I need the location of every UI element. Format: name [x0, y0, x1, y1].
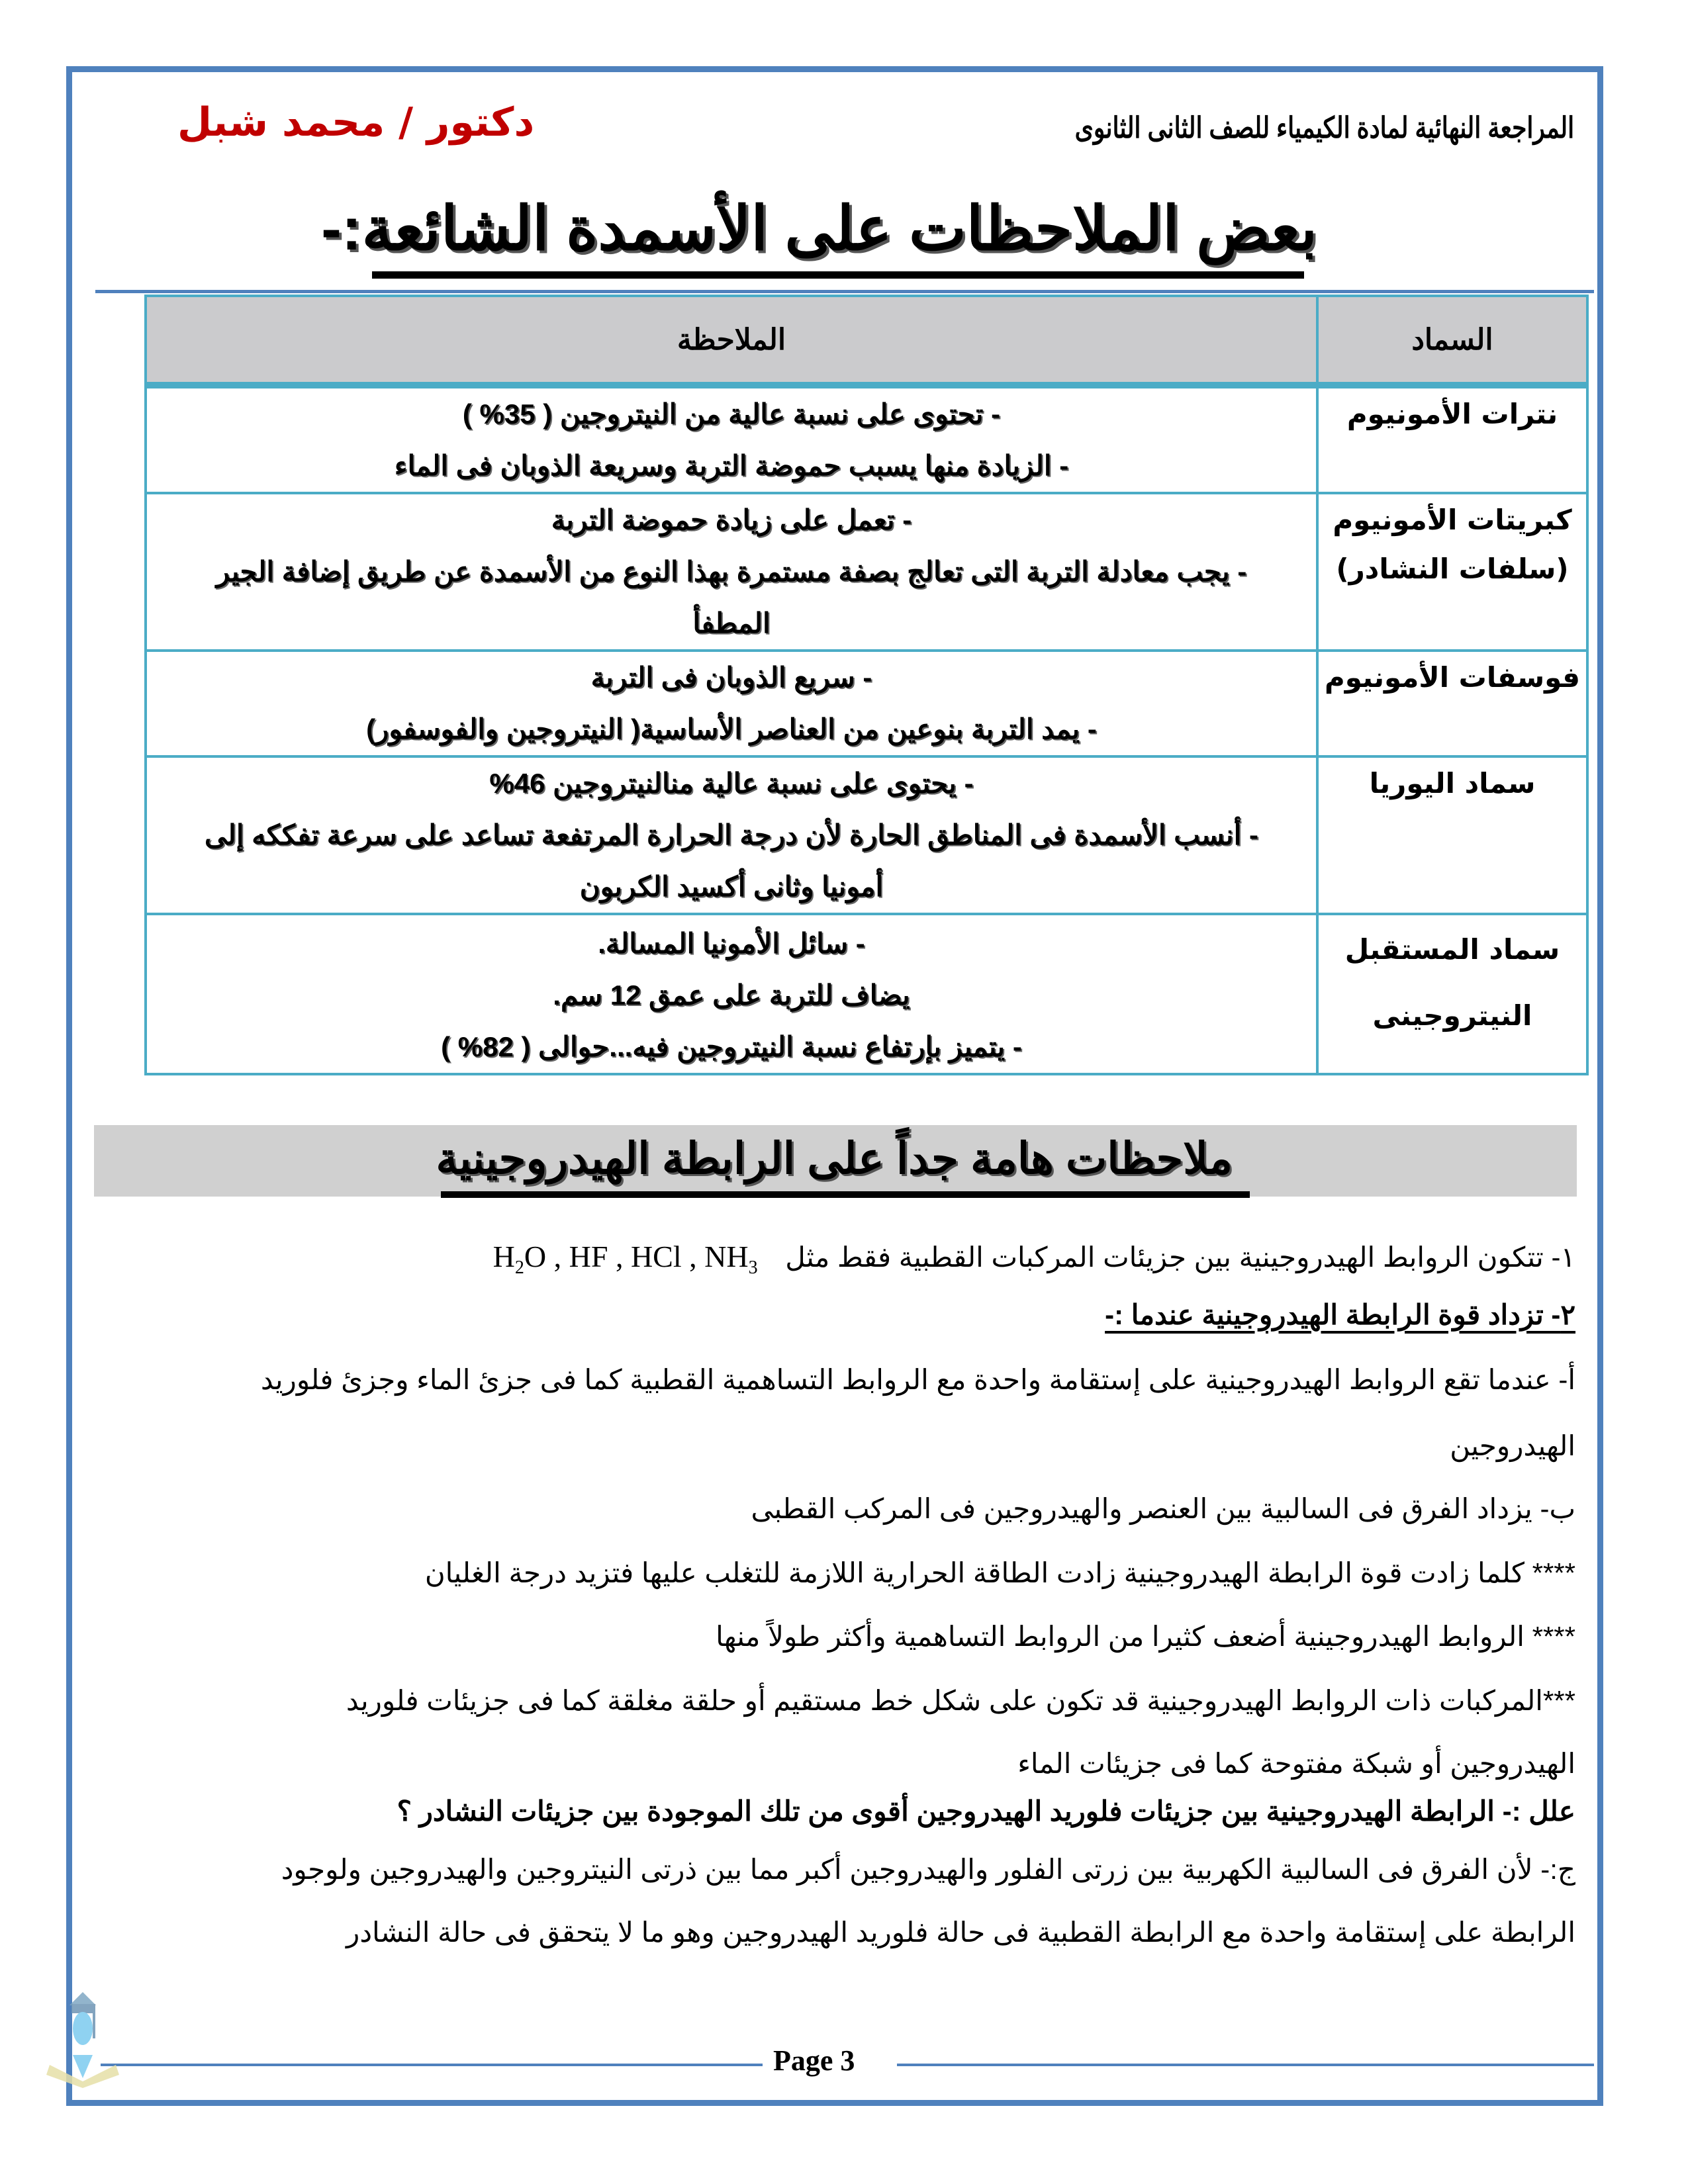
point-2a-line-1: أ- عندما تقع الروابط الهيدروجينية على إستقامة واحدة مع الروابط التساهمية القطبية كما فى جزئ الماء وجزئ فلوريد — [260, 1364, 1575, 1395]
fertilizer-name-line: نترات الأمونيوم — [1346, 398, 1558, 430]
header-divider — [95, 290, 1594, 293]
fertilizer-name-line: (سلفات النشادر) — [1336, 553, 1569, 585]
answer-line-1: ج:- لأن الفرق فى السالبية الكهربية بين زرتى الفلور والهيدروجين أكبر مما بين ذرتى النيتروجين والهيدروجين ولوجود — [281, 1854, 1575, 1885]
note-line: - سريع الذوبان فى التربة — [590, 662, 872, 693]
note-line: أمونيا وثانى أكسيد الكربون — [579, 871, 884, 902]
fertilizer-name-line: فوسفات الأمونيوم — [1325, 661, 1580, 694]
fertilizer-name — [1317, 493, 1587, 651]
note-line: - يجب معادلة التربة التى تعالج بصفة مستمرة بهذا النوع من الأسمدة عن طريق إضافة الجير — [216, 556, 1247, 587]
title-underline — [372, 271, 1304, 279]
fertilizer-name — [1317, 385, 1587, 493]
footer-rule-right — [897, 2064, 1594, 2066]
footer-rule-left — [101, 2064, 763, 2066]
point-2a-line-2: الهيدروجين — [1450, 1430, 1575, 1461]
note-bond-strength: **** الروابط الهيدروجينية أضعف كثيرا من الروابط التساهمية وأكثر طولاً منها — [716, 1621, 1575, 1652]
fertilizer-name — [1317, 651, 1587, 756]
table-row — [146, 493, 1587, 651]
fertilizer-name-line: كبريتات الأمونيوم — [1333, 504, 1572, 536]
note-shape-line-1: ***المركبات ذات الروابط الهيدروجينية قد تكون على شكل خط مستقيم أو حلقة مغلقة كما فى جزيئات فلوريد — [346, 1685, 1575, 1716]
section-title: ملاحظات هامة جداً على الرابطة الهيدروجينية — [436, 1134, 1233, 1183]
fertilizer-notes — [146, 493, 1317, 651]
graduate-book-icon — [46, 1992, 119, 2144]
note-boiling-point: **** كلما زادت قوة الرابطة الهيدروجينية زادت الطاقة الحرارية اللازمة للتغلب عليها فتزيد درجة الغليان — [424, 1557, 1575, 1588]
fertilizer-name — [1317, 756, 1587, 914]
formula-h2o-o: O — [524, 1240, 547, 1273]
table-header-row — [146, 296, 1587, 385]
formula-h2o-sub: 2 — [514, 1257, 524, 1279]
fertilizer-name-line: النيتروجينى — [1372, 999, 1532, 1032]
author-name: دكتور / محمد شبل — [177, 99, 535, 146]
fertilizer-notes — [146, 385, 1317, 493]
column-header-fertilizer: السماد — [1317, 296, 1587, 385]
note-shape-line-2: الهيدروجين أو شبكة مفتوحة كما فى جزيئات الماء — [1017, 1748, 1575, 1779]
column-header-note: الملاحظة — [146, 296, 1317, 385]
note-line: - تعمل على زيادة حموضة التربة — [551, 504, 912, 535]
formula-list — [492, 1240, 758, 1279]
fertilizer-notes — [146, 651, 1317, 756]
page-title: بعض الملاحظات على الأسمدة الشائعة:- — [321, 195, 1317, 263]
formula-sep: , — [681, 1240, 705, 1273]
point-2-heading: ٢- تزداد قوة الرابطة الهيدروجينية عندما :- — [1105, 1299, 1575, 1330]
formula-hcl: HCl — [630, 1240, 682, 1273]
note-line: يضاف للتربة على عمق 12 سم. — [553, 979, 910, 1011]
fertilizer-name-line: سماد المستقبل — [1344, 933, 1560, 966]
formula-hf: HF — [569, 1240, 608, 1273]
fertilizer-notes — [146, 756, 1317, 914]
formula-sep: , — [608, 1240, 631, 1273]
page-number: Page 3 — [773, 2044, 855, 2077]
note-line: - سائل الأمونيا المسالة. — [598, 928, 865, 959]
formula-sep: , — [546, 1240, 569, 1273]
point-2b: ب- يزداد الفرق فى السالبية بين العنصر والهيدروجين فى المركب القطبى — [751, 1493, 1575, 1524]
section-title-underline — [441, 1191, 1250, 1198]
site-logo — [46, 1992, 119, 2144]
fertilizer-name-line: سماد اليوريا — [1369, 767, 1536, 799]
table-row — [146, 756, 1587, 914]
table-row — [146, 651, 1587, 756]
note-line: المطفأ — [692, 608, 771, 639]
note-line: - تحتوى على نسبة عالية من النيتروجين ( 35% ) — [462, 398, 1001, 430]
fertilizer-table — [144, 295, 1589, 1075]
formula-h2o-h: H — [492, 1240, 515, 1273]
note-line: - يمد التربة بنوعين من العناصر الأساسية( النيتروجين والفوسفور) — [366, 713, 1097, 745]
table-row — [146, 385, 1587, 493]
question: علل :- الرابطة الهيدروجينية بين جزيئات فلوريد الهيدروجين أقوى من تلك الموجودة بين جزيئات النشادر ؟ — [397, 1796, 1575, 1827]
answer-line-2: الرابطة على إستقامة واحدة مع الرابطة القطبية فى حالة فلوريد الهيدروجين وهو ما لا يتحقق فى حالة النشادر — [346, 1917, 1575, 1948]
note-line: - يحتوى على نسبة عالية منالنيتروجين 46% — [489, 768, 974, 799]
note-line: - أنسب الأسمدة فى المناطق الحارة لأن درجة الحرارة المرتفعة تساعد على سرعة تفككه إلى — [205, 819, 1258, 850]
note-line: - الزيادة منها يسبب حموضة التربة وسريعة الذوبان فى الماء — [394, 450, 1069, 481]
note-line: - يتميز بإرتفاع نسبة النيتروجين فيه...حوالى ( 82% ) — [441, 1031, 1022, 1062]
formula-nh3-sub: 3 — [748, 1257, 758, 1279]
course-title: المراجعة النهائية لمادة الكيمياء للصف الثانى الثانوى — [1074, 112, 1574, 144]
table-row — [146, 914, 1587, 1074]
point-1 — [493, 1239, 1575, 1279]
formula-nh3-n: NH — [704, 1240, 749, 1273]
point-1-text: ١- تتكون الروابط الهيدروجينية بين جزيئات المركبات القطبية فقط مثل — [785, 1242, 1575, 1273]
fertilizer-notes — [146, 914, 1317, 1074]
fertilizer-name — [1317, 914, 1587, 1074]
